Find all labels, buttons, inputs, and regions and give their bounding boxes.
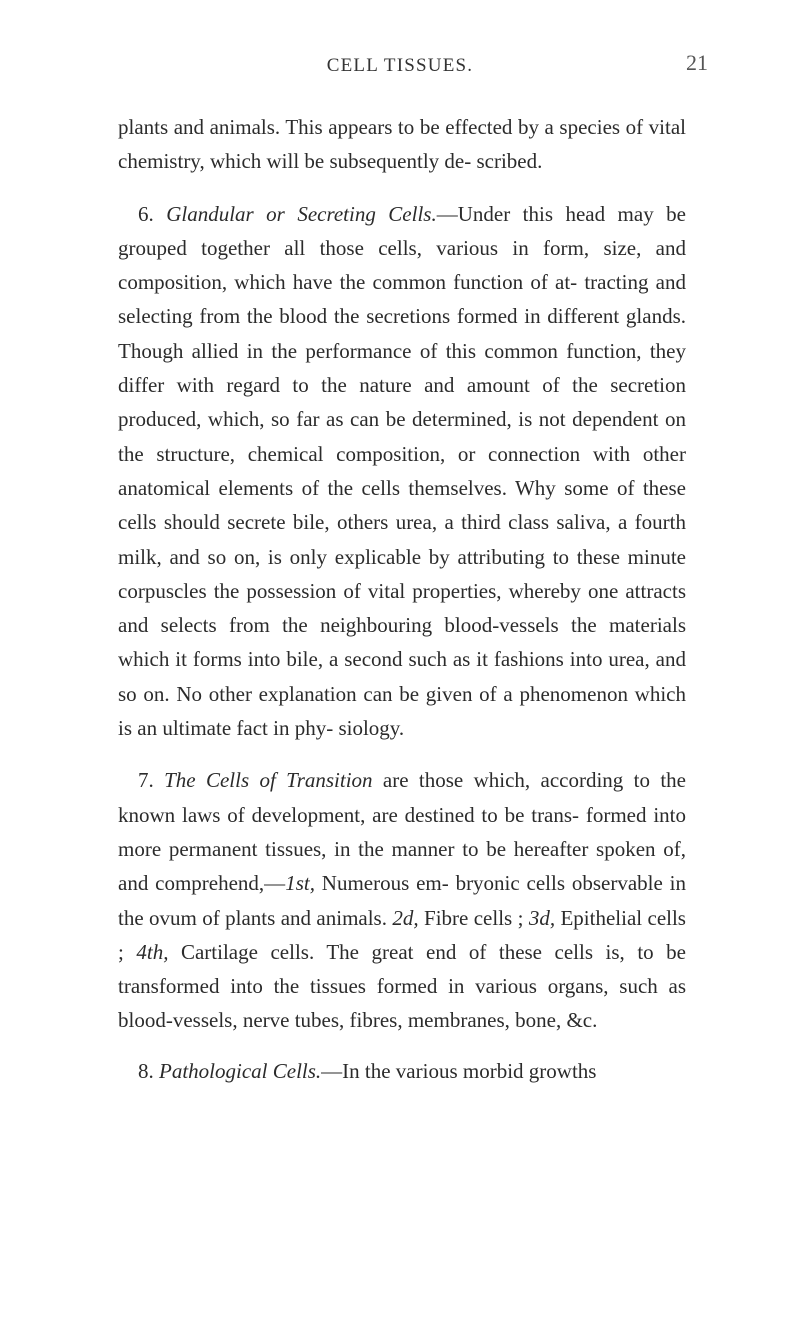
section-number: 8. <box>138 1058 154 1083</box>
paragraph-pathological-cells <box>118 1054 686 1088</box>
paragraph-text: Numerous em- bryonic cells observable in the ovum of plants and animals. <box>118 871 686 930</box>
paragraph-text: —Under this head may be grouped together all those cells, various in form, size, and composition, which have the common function of at- tracting and selecting from the blood the secretions formed in different glands. Though allied in the performance of this common function, they differ with regard to the nature and amount of the secretion produced, which, so far as can be determined, is not dependent on the structure, chemical composition, or connection with other anatomical elements of the cells themselves. Why some of these cells should secrete bile, others urea, a third class saliva, a fourth milk, and so on, is only explicable by attributing to these minute corpuscles the possession of vital properties, whereby one attracts and selects from the neighbouring blood-vessels the materials which it forms into bile, a second such as it fashions into urea, and so on. No other explanation can be given of a phenomenon which is an ultimate fact in phy- siology. <box>118 201 686 741</box>
ordinal: 3d, <box>528 905 556 930</box>
ordinal: 2d, <box>392 905 419 930</box>
paragraph-text: Fibre cells ; <box>418 905 529 930</box>
paragraph-glandular-cells <box>118 197 686 746</box>
section-heading: Pathological Cells. <box>159 1058 322 1083</box>
section-heading: Glandular or Secreting Cells. <box>166 201 437 226</box>
body-text <box>118 110 686 1088</box>
section-heading: The Cells of Transition <box>164 768 373 793</box>
paragraph-text: Cartilage cells. The great end of these cells is, to be transformed into the tissues formed in various organs, such as blood-vessels, nerve tubes, fibres, membranes, bone, &c. <box>118 939 686 1033</box>
running-head: CELL TISSUES. <box>326 55 474 76</box>
paragraph-text: are those which, according to the known laws of development, are destined to be trans- formed into more permanent tissues, in the manner to be hereafter spoken of, and comprehend,— <box>118 768 686 896</box>
page-number: 21 <box>686 50 708 75</box>
paragraph-continuation: plants and animals. This appears to be effected by a species of vital chemistry, which will be subsequently de- scribed. <box>118 115 686 174</box>
paragraph-transition-cells <box>118 763 686 1037</box>
section-number: 7. <box>138 768 154 793</box>
paragraph-text: —In the various morbid growths <box>321 1058 597 1083</box>
section-number: 6. <box>138 201 154 226</box>
ordinal: 4th, <box>136 939 169 964</box>
ordinal: 1st, <box>285 871 315 896</box>
paragraph-text: Epithelial cells ; <box>118 905 686 964</box>
